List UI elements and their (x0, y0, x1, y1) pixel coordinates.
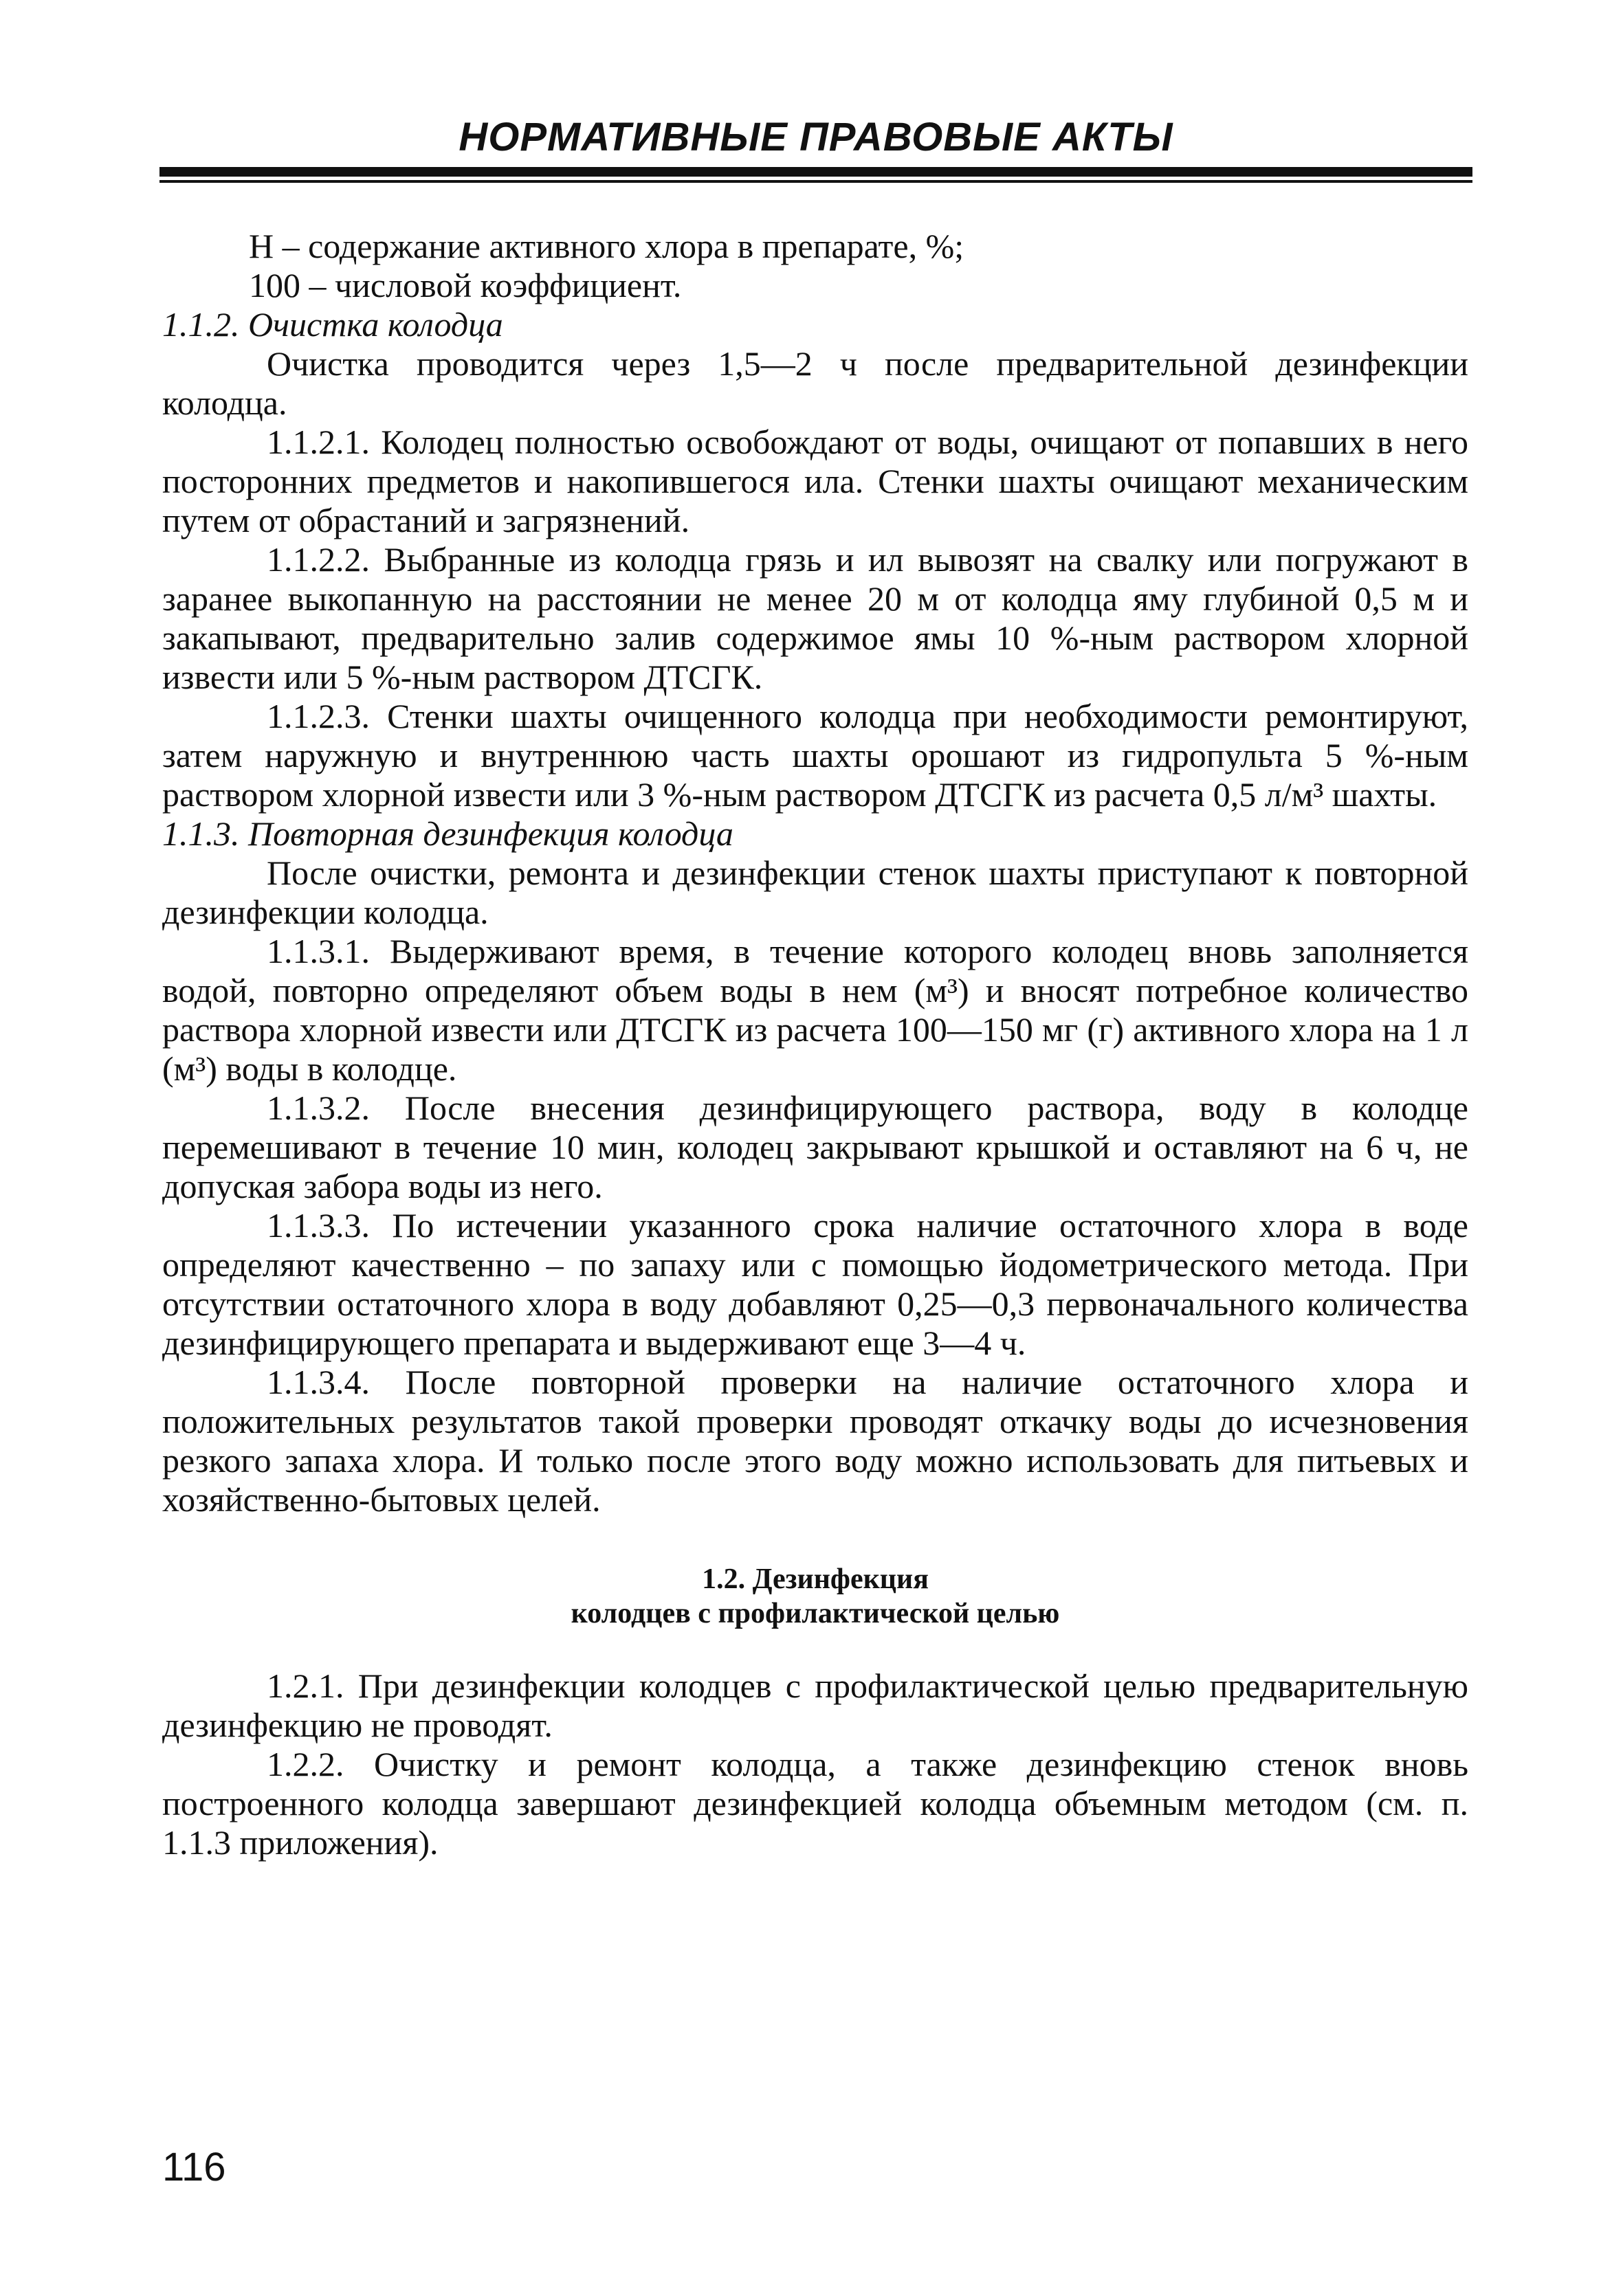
paragraph: 1.1.3.2. После внесения дезинфицирующего раствора, воду в колодце перемешивают в течение 10 мин, колодец закрывают крышкой и оставляют на 6 ч, не допуская забора воды из него. (162, 1089, 1468, 1205)
subsection-heading: 1.1.3. Повторная дезинфекция колодца (162, 814, 733, 853)
section-heading (162, 1562, 1468, 1631)
section-heading-line: 1.2. Дезинфекция (702, 1563, 929, 1595)
paragraph: 1.1.2.1. Колодец полностью освобождают от воды, очищают от попавших в него посторонних предметов и накопившегося ила. Стенки шахты очищают механическим путем от обрастаний и загрязнений. (162, 423, 1468, 539)
paragraph: 1.1.2.3. Стенки шахты очищенного колодца при необходимости ремонтируют, затем наружную и внутреннюю часть шахты орошают из гидропульта 5 %-ным раствором хлорной извести или 3 %-ным раствором ДТСГК из расчета 0,5 л/м³ шахты. (162, 697, 1468, 814)
header-rule-thin (159, 180, 1472, 183)
formula-legend-line: Н – содержание активного хлора в препарате, %; (249, 227, 964, 265)
running-header-title: НОРМАТИВНЫЕ ПРАВОВЫЕ АКТЫ (459, 115, 1173, 159)
page-number: 116 (162, 2145, 226, 2189)
paragraph: 1.1.2.2. Выбранные из колодца грязь и ил вывозят на свалку или погружают в заранее выкопанную на расстоянии не менее 20 м от колодца яму глубиной 0,5 м и закапывают, предварительно залив содержимое ямы 10 %-ным раствором хлорной извести или 5 %-ным раствором ДТСГК. (162, 540, 1468, 696)
page-header (159, 113, 1472, 183)
paragraph: 1.2.1. При дезинфекции колодцев с профилактической целью предварительную дезинфекцию не проводят. (162, 1667, 1468, 1744)
paragraph: После очистки, ремонта и дезинфекции стенок шахты приступают к повторной дезинфекции колодца. (162, 854, 1468, 931)
paragraph: Очистка проводится через 1,5—2 ч после предварительной дезинфекции колодца. (162, 344, 1468, 422)
header-rule-thick (159, 167, 1472, 177)
document-body (162, 227, 1468, 1862)
formula-legend-line: 100 – числовой коэффициент. (249, 266, 682, 304)
paragraph: 1.1.3.3. По истечении указанного срока наличие остаточного хлора в воде определяют качественно – по запаху или с помощью йодометрического метода. При отсутствии остаточного хлора в воду добавляют 0,25—0,3 первоначального количества дезинфицирующего препарата и выдерживают еще 3—4 ч. (162, 1206, 1468, 1362)
section-heading-line: колодцев с профилактической целью (571, 1598, 1060, 1629)
paragraph: 1.1.3.4. После повторной проверки на наличие остаточного хлора и положительных результатов такой проверки проводят откачку воды до исчезновения резкого запаха хлора. И только после этого воду можно использовать для питьевых и хозяйственно-бытовых целей. (162, 1363, 1468, 1519)
paragraph: 1.1.3.1. Выдерживают время, в течение которого колодец вновь заполняется водой, повторно определяют объем воды в нем (м³) и вносят потребное количество раствора хлорной извести или ДТСГК из расчета 100—150 мг (г) активного хлора на 1 л (м³) воды в колодце. (162, 932, 1468, 1088)
paragraph: 1.2.2. Очистку и ремонт колодца, а также дезинфекцию стенок вновь построенного колодца завершают дезинфекцией колодца объемным методом (см. п. 1.1.3 приложения). (162, 1745, 1468, 1862)
subsection-heading: 1.1.2. Очистка колодца (162, 305, 503, 344)
